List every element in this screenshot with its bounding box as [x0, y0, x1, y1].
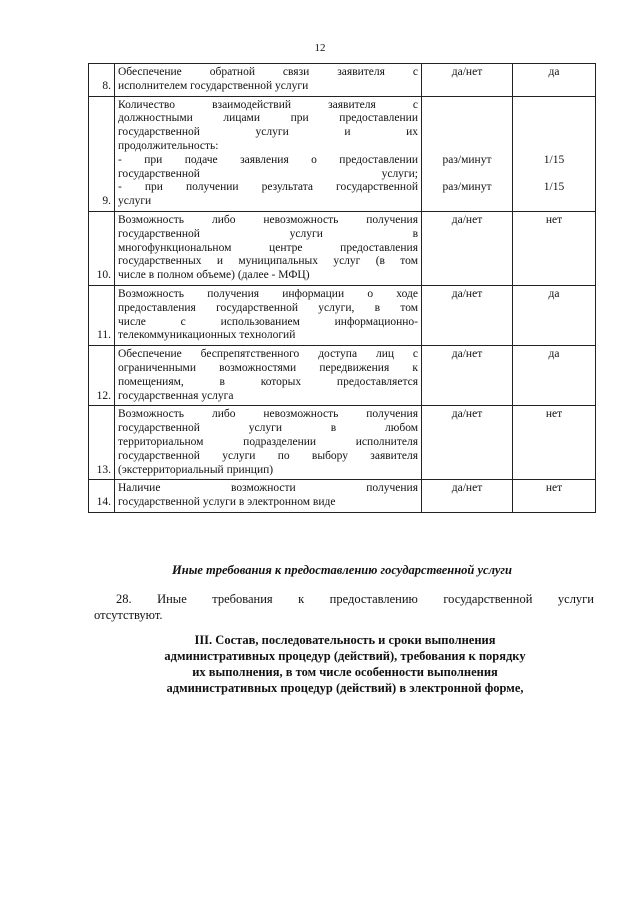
indicator-description [115, 96, 422, 211]
section-3-title-line: их выполнения, в том числе особенности выполнения [192, 665, 498, 679]
value-line [516, 140, 592, 154]
unit-of-measure [422, 480, 513, 513]
unit-line: да/нет [451, 287, 483, 300]
description-line: государственной услуги по выбору заявителя [118, 449, 418, 462]
unit-of-measure [422, 211, 513, 285]
normative-value [513, 406, 596, 480]
indicator-description [115, 211, 422, 285]
value-line: да [548, 348, 560, 361]
description-line: Возможность либо невозможность получения [118, 213, 418, 226]
row-number: 10. [89, 211, 115, 285]
unit-line [425, 195, 509, 209]
normative-value [513, 480, 596, 513]
unit-line: да/нет [451, 213, 483, 226]
unit-line [425, 168, 509, 182]
value-line: нет [545, 482, 563, 495]
table-row [89, 480, 596, 513]
description-line: - при получении результата государственной [118, 181, 418, 194]
normative-value [513, 346, 596, 406]
normative-value [513, 64, 596, 97]
row-number: 11. [89, 285, 115, 345]
value-line [516, 112, 592, 126]
unit-line: да/нет [451, 408, 483, 421]
description-line: телекоммуникационных технологий [118, 329, 296, 342]
description-line: предоставления государственной услуги, в том [118, 301, 418, 314]
description-line: должностными лицами при предоставлении [118, 112, 418, 125]
description-line: государственной услуги в электронном виде [118, 496, 336, 509]
unit-line: раз/минут [442, 181, 492, 194]
unit-line [425, 126, 509, 140]
description-line: территориальном подразделении исполнителя [118, 435, 418, 448]
table-row [89, 64, 596, 97]
unit-of-measure [422, 64, 513, 97]
normative-value [513, 211, 596, 285]
table-row [89, 406, 596, 480]
row-number: 8. [89, 64, 115, 97]
description-line: государственной услуги и их [118, 126, 418, 139]
description-line: Обеспечение обратной связи заявителя с [118, 66, 418, 78]
description-line: числе с использованием информационно- [118, 315, 418, 328]
value-line [516, 126, 592, 140]
other-requirements-heading: Иные требования к предоставлению государственной услуги [172, 563, 512, 577]
indicator-description [115, 406, 422, 480]
description-line: помещениям, в которых предоставляется [118, 375, 418, 388]
description-line: числе в полном объеме) (далее - МФЦ) [118, 269, 310, 282]
value-line: да [548, 66, 560, 78]
normative-value [513, 96, 596, 211]
unit-line: да/нет [451, 348, 483, 361]
unit-line: раз/минут [442, 153, 492, 166]
value-line: 1/15 [543, 181, 565, 194]
description-line: государственной услуги; [118, 167, 418, 180]
description-line: государственная услуга [118, 389, 234, 402]
unit-line [425, 140, 509, 154]
row-number: 9. [89, 96, 115, 211]
unit-of-measure [422, 406, 513, 480]
indicator-description [115, 64, 422, 97]
row-number: 12. [89, 346, 115, 406]
table-row [89, 211, 596, 285]
description-line: Возможность получения информации о ходе [118, 287, 418, 300]
description-line: многофункциональном центре предоставления [118, 241, 418, 254]
value-line [516, 195, 592, 209]
normative-value [513, 285, 596, 345]
description-line: государственных и муниципальных услуг (в том [118, 255, 418, 268]
value-line: нет [545, 213, 563, 226]
value-line: да [548, 287, 560, 300]
description-line: услуги [118, 195, 152, 208]
table-row [89, 96, 596, 211]
description-line: Количество взаимодействий заявителя с [118, 98, 418, 111]
unit-of-measure [422, 285, 513, 345]
description-line: ограниченными возможностями передвижения к [118, 361, 418, 374]
section-3-title-line: III. Состав, последовательность и сроки выполнения [194, 633, 496, 647]
description-line: Возможность либо невозможность получения [118, 408, 418, 421]
section-3-title [100, 632, 590, 696]
description-line: государственной услуги в любом [118, 422, 418, 435]
row-number: 13. [89, 406, 115, 480]
description-line: Обеспечение беспрепятственного доступа лиц с [118, 348, 418, 361]
row-number: 14. [89, 480, 115, 513]
unit-line [425, 112, 509, 126]
section-3-title-line: административных процедур (действий), требования к порядку [164, 649, 526, 663]
table-row [89, 346, 596, 406]
paragraph-28-line-1: 28. Иные требования к предоставлению государственной услуги [116, 592, 594, 606]
value-line [516, 99, 592, 113]
value-line: нет [545, 408, 563, 421]
description-line: продолжительность: [118, 139, 219, 152]
unit-of-measure [422, 96, 513, 211]
page-number: 12 [314, 42, 326, 54]
indicator-description [115, 285, 422, 345]
value-line [516, 168, 592, 182]
description-line: исполнителем государственной услуги [118, 79, 309, 92]
quality-indicators-table [88, 63, 596, 513]
paragraph-28 [94, 592, 594, 623]
unit-line [425, 99, 509, 113]
unit-line: да/нет [451, 482, 483, 495]
indicator-description [115, 346, 422, 406]
unit-line: да/нет [451, 66, 483, 78]
description-line: Наличие возможности получения [118, 482, 418, 495]
description-line: государственной услуги в [118, 227, 418, 240]
value-line: 1/15 [543, 153, 565, 166]
section-3-title-line: административных процедур (действий) в электронной форме, [166, 681, 524, 695]
unit-of-measure [422, 346, 513, 406]
indicator-description [115, 480, 422, 513]
description-line: - при подаче заявления о предоставлении [118, 153, 418, 166]
paragraph-28-line-2: отсутствуют. [94, 607, 163, 622]
description-line: (экстерриториальный принцип) [118, 463, 274, 476]
table-row [89, 285, 596, 345]
